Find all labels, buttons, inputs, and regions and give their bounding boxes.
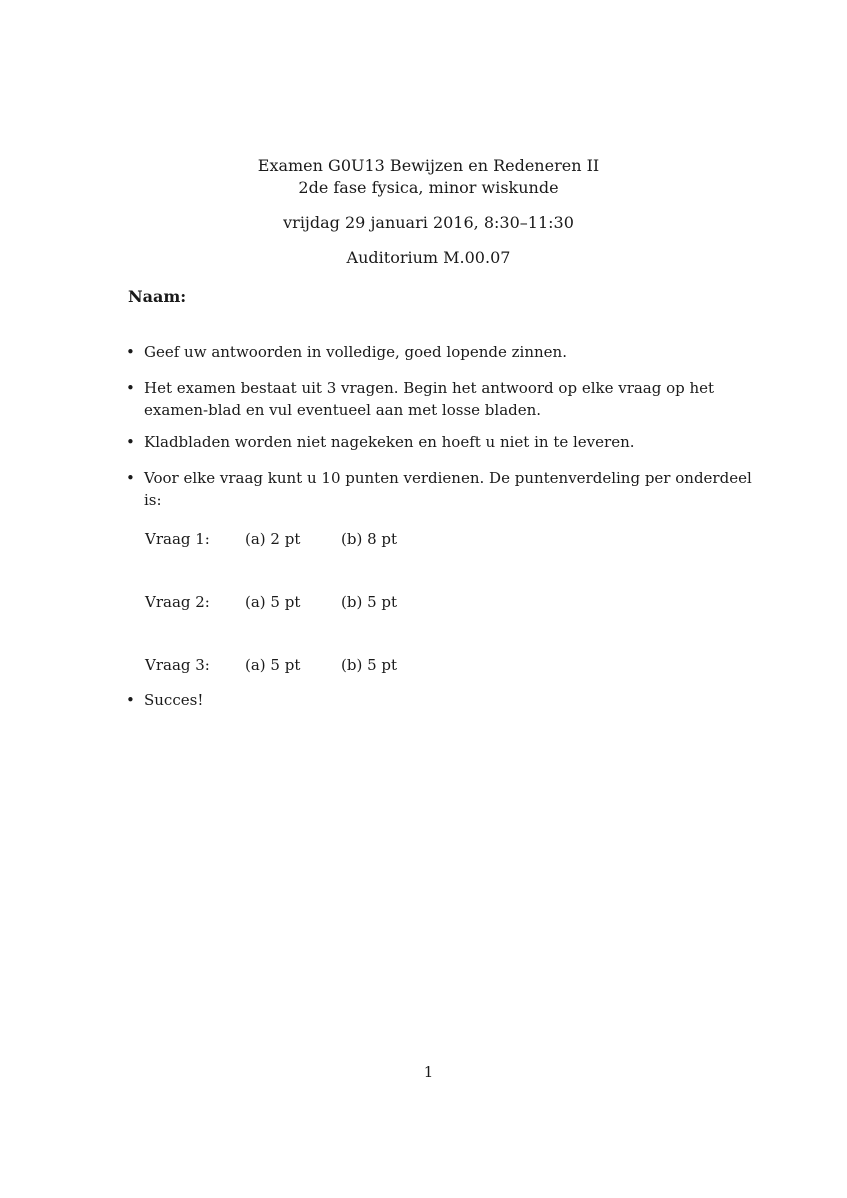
part-a-points: (a) 5 pt [245,656,301,674]
instruction-text: Geef uw antwoorden in volledige, goed lopende zinnen. [144,343,567,361]
question-label: Vraag 3: [145,656,210,674]
part-b-points: (b) 5 pt [341,656,398,674]
page-number: 1 [423,1063,434,1081]
part-b-points: (b) 5 pt [341,593,398,611]
part-a-points: (a) 2 pt [245,530,301,548]
bullet-icon: • [126,469,135,487]
part-a-points: (a) 5 pt [245,593,301,611]
bullet-icon: • [126,433,135,451]
name-label: Naam: [128,287,187,306]
exam-date: vrijdag 29 januari 2016, 8:30–11:30 [283,213,574,232]
instruction-text: Kladbladen worden niet nagekeken en hoeft u niet in te leveren. [144,433,635,451]
question-label: Vraag 2: [145,593,210,611]
exam-subtitle: 2de fase fysica, minor wiskunde [298,178,559,197]
instruction-text: Voor elke vraag kunt u 10 punten verdienen. De puntenverdeling per onderdeel is: [144,469,752,509]
exam-location: Auditorium M.00.07 [346,248,511,267]
closing-text: Succes! [144,691,204,709]
instruction-text: Het examen bestaat uit 3 vragen. Begin het antwoord op elke vraag op het examen-blad en vul eventueel aan met losse bladen. [144,379,715,419]
bullet-icon: • [126,691,135,709]
part-b-points: (b) 8 pt [341,530,398,548]
exam-title: Examen G0U13 Bewijzen en Redeneren II [257,156,600,175]
bullet-icon: • [126,379,135,397]
question-label: Vraag 1: [145,530,210,548]
bullet-icon: • [126,343,135,361]
